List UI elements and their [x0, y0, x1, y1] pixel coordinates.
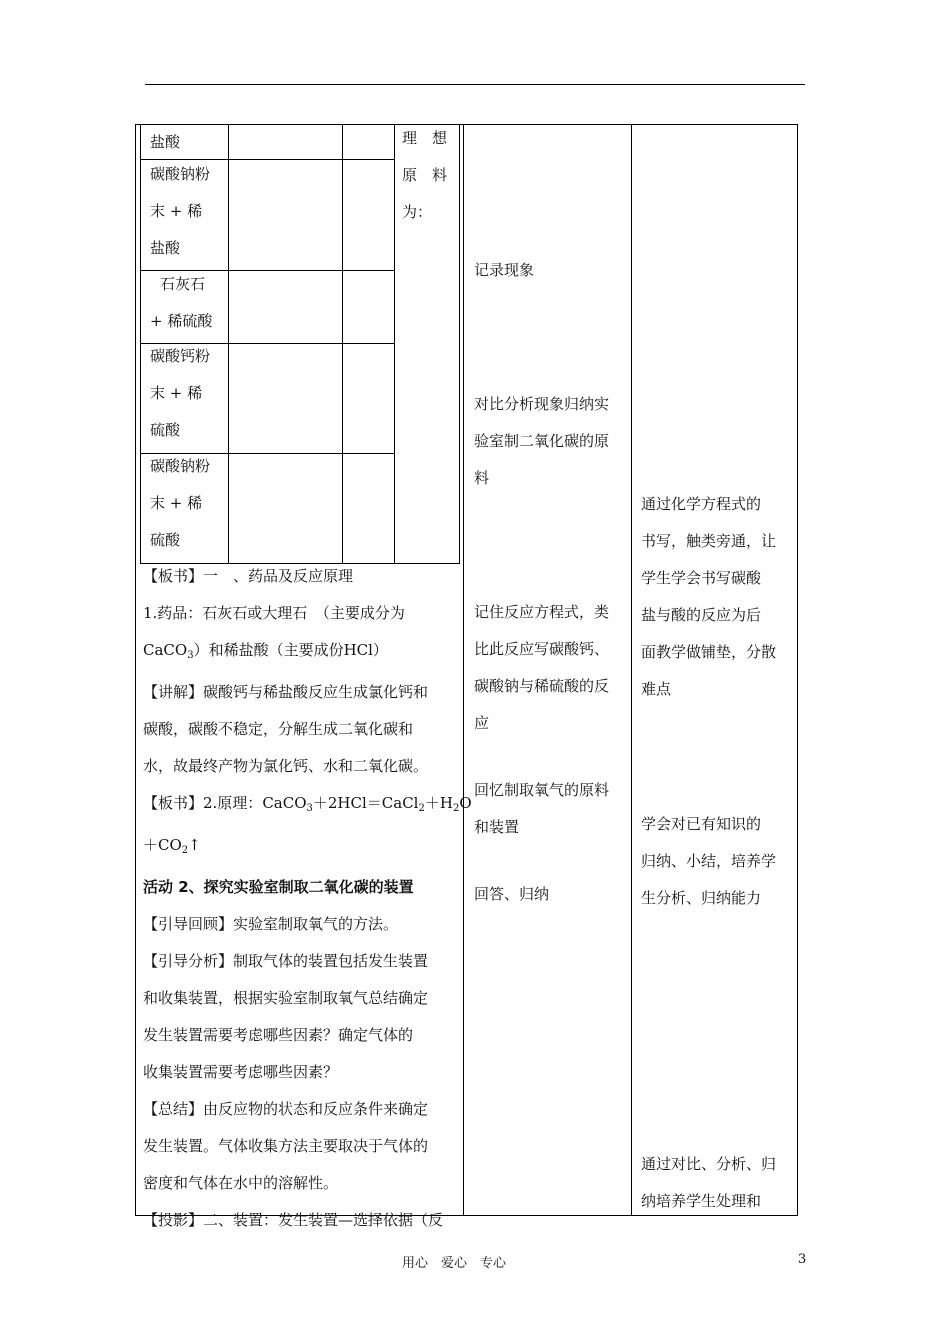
drugs-line: 1.药品：石灰石或大理石 （主要成分为	[143, 604, 405, 622]
explain-line: 水，故最终产物为氯化钙、水和二氧化碳。	[143, 757, 429, 775]
projection-line: 【投影】二、装置：发生装置—选择依据（反	[143, 1211, 444, 1229]
design-intent-3: 通过对比、分析、归 纳培养学生处理和	[641, 1155, 777, 1210]
guide-analysis-line: 收集装置需要考虑哪些因素？	[143, 1063, 339, 1081]
summary-line: 【总结】由反应物的状态和反应条件来确定	[143, 1100, 429, 1118]
experiment-row-label: 石灰石 + 稀硫酸	[150, 275, 213, 330]
experiment-row-label: 碳酸钠粉 末 + 稀 硫酸	[150, 457, 211, 549]
student-answer: 回答、归纳	[474, 885, 550, 903]
student-recall: 回忆制取氧气的原料 和装置	[474, 781, 610, 836]
column-divider	[463, 124, 464, 1216]
page-number: 3	[798, 1252, 807, 1267]
header-rule	[145, 84, 805, 85]
student-compare: 对比分析现象归纳实 验室制二氧化碳的原 料	[474, 395, 610, 487]
board-heading-1: 【板书】一 、药品及反应原理	[143, 567, 354, 585]
ideal-material-note: 理 想 原 料 为：	[402, 129, 448, 221]
footer-motto: 用心 爱心 专心	[402, 1256, 507, 1271]
reaction-equation: 【板书】2.原理：$CaCO_3+2HCl=CaCl_2+H_2O$	[143, 794, 472, 814]
reaction-equation-cont: $+CO_2↑$	[143, 836, 201, 856]
guide-analysis-line: 和收集装置，根据实验室制取氧气总结确定	[143, 989, 429, 1007]
summary-line: 密度和气体在水中的溶解性。	[143, 1174, 339, 1192]
guide-review: 【引导回顾】实验室制取氧气的方法。	[143, 915, 399, 933]
teacher-activities	[143, 558, 472, 1239]
activity-2-heading: 活动 2、探究实验室制取二氧化碳的装置	[143, 878, 414, 896]
student-remember: 记住反应方程式，类 比此反应写碳酸钙、 碳酸钠与稀硫酸的反 应	[474, 603, 610, 732]
experiment-col-divider	[394, 124, 395, 564]
guide-analysis-line: 发生装置需要考虑哪些因素？确定气体的	[143, 1026, 414, 1044]
student-record: 记录现象	[474, 261, 535, 279]
explain-line: 碳酸，碳酸不稳定，分解生成二氧化碳和	[143, 720, 414, 738]
design-intent-2: 学会对已有知识的 归纳、小结，培养学 生分析、归纳能力	[641, 815, 777, 907]
design-intent-1: 通过化学方程式的 书写，触类旁通，让 学生学会书写碳酸 盐与酸的反应为后 面教学做铺垫，分散 难点	[641, 495, 777, 698]
column-divider	[631, 124, 632, 1216]
experiment-row-label: 碳酸钠粉 末 + 稀 盐酸	[150, 165, 211, 257]
experiment-row-label: 碳酸钙粉 末 + 稀 硫酸	[150, 347, 211, 439]
guide-analysis-line: 【引导分析】制取气体的装置包括发生装置	[143, 952, 429, 970]
experiment-row-label: 盐酸	[150, 133, 181, 151]
explain-line: 【讲解】碳酸钙与稀盐酸反应生成氯化钙和	[143, 683, 429, 701]
summary-line: 发生装置。气体收集方法主要取决于气体的	[143, 1137, 429, 1155]
experiment-col-divider	[228, 124, 229, 564]
drugs-line: CaCO$_3$）和稀盐酸（主要成份HCl）	[143, 641, 388, 661]
experiment-col-divider	[342, 124, 343, 564]
